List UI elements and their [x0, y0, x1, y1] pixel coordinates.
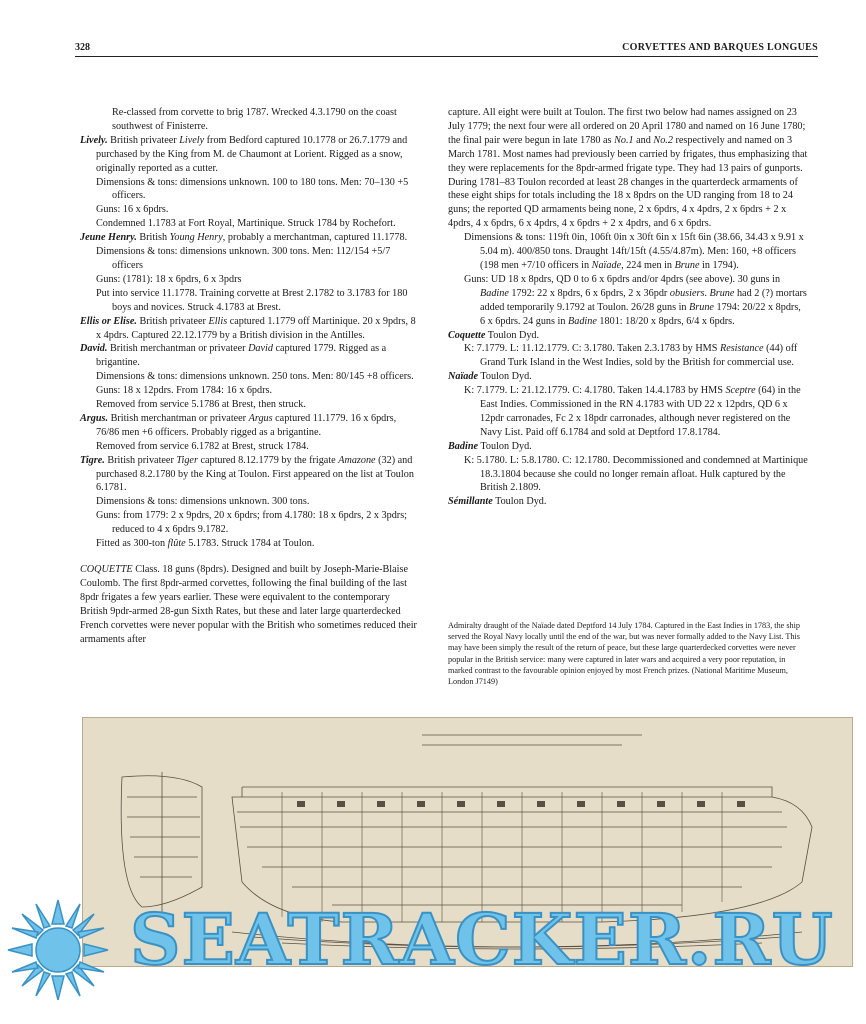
- entry-ellis: Ellis or Elise. British privateer Ellis captured 1.1779 off Martinique. 20 x 9pdrs, 8 x 4pdrs. Captured 22.12.1779 by a British division in the Antilles.: [80, 315, 416, 341]
- entry-detail: K: 7.1779. L: 11.12.1779. C: 3.1780. Taken 2.3.1783 by HMS Resistance (44) off Grand Turk Island in the West Indies, sold by the British for commercial use.: [464, 343, 798, 369]
- entry-detail: Fitted as 300-ton flûte 5.1783. Struck 1784 at Toulon.: [96, 538, 315, 550]
- page-number: 328: [75, 42, 90, 53]
- entry-detail: Removed from service 5.1786 at Brest, then struck.: [96, 399, 306, 411]
- entry-detail: Guns: (1781): 18 x 6pdrs, 6 x 3pdrs: [96, 273, 242, 285]
- entry-detail: Dimensions & tons: dimensions unknown. 250 tons. Men: 80/145 +8 officers.: [96, 371, 414, 383]
- entry-detail: Put into service 11.1778. Training corvette at Brest 2.1782 to 3.1783 for 180 boys and novices. Struck 4.1783 at Brest.: [96, 287, 408, 313]
- entry-detail: Dimensions & tons: 119ft 0in, 106ft 0in x 30ft 6in x 15ft 6in (38.66, 34.43 x 9.91 x 5.04 m). 400/850 tons. Draught 14ft/15ft (4.55/4.87m). Men: 160, +8 officers (198 men +7/10 officers in Naïade, 224 men in Brune in 1794).: [464, 232, 804, 271]
- entry-detail: Removed from service 6.1782 at Brest, struck 1784.: [96, 440, 309, 452]
- entry-detail: Guns: UD 18 x 8pdrs, QD 0 to 6 x 6pdrs and/or 4pdrs (see above). 30 guns in Badine 1792: 22 x 8pdrs, 6 x 6pdrs, 2 x 36pdr obusiers. Brune had 2 (?) mortars added temporarily 9.1792 at Toulon. 26/28 guns in Brune 1794: 20/22 x 8pdrs, 6 x 6pdrs. 24 guns in Badine 1801: 18/20 x 8pdrs, 6/4 x 6pdrs.: [464, 273, 807, 327]
- running-title: CORVETTES AND BARQUES LONGUES: [622, 42, 818, 53]
- entry-naiade: Naïade Toulon Dyd.: [448, 371, 532, 383]
- paragraph: capture. All eight were built at Toulon. The first two below had names assigned on 23 July 1779; the next four were all ordered on 20 April 1780 and named on 16 June 1780; the final pair were begun in late 1780 as No.1 and No.2 respectively and named on 3 March 1781. Most names had previously been carried by frigates, thus emphasizing that they were replacements for the 8pdr-armed frigate type. They had 13 pairs of gunports. During 1781–83 Toulon recorded at least 28 changes in the quarterdeck armaments of these eight ships for totals including the 18 x 8pdrs on the UD ranging from 18 to 24 guns; the reported QD armaments being none, 2 x 6pdrs, 4 x 4pdrs, 2 x 6pdrs + 2 x 4pdrs, 4 x 6pdrs, 6 x 4pdrs, 4 x 6pdrs + 2 x 4pdrs, and 6 x 6pdrs.: [448, 107, 808, 230]
- page-header: [75, 42, 818, 56]
- class-name: COQUETTE: [80, 564, 133, 575]
- figure-caption: Admiralty draught of the Naïade dated Deptford 14 July 1784. Captured in the East Indies in 1783, the ship served the Royal Navy locally until the end of the war, but was never formally added to the Navy List. This may have been simply the result of the return of peace, but these large quarterdecked corvettes were never popular in the British service: many were captured in later wars and acquired a very poor reputation, in marked contrast to the favourable opinion enjoyed by most French prizes. (National Maritime Museum, London J7149): [448, 621, 801, 687]
- entry-detail: Guns: from 1779: 2 x 9pdrs, 20 x 6pdrs; from 4.1780: 18 x 6pdrs, 2 x 3pdrs; reduced to 4 x 6pdrs 9.1782.: [96, 510, 407, 536]
- class-paragraph: COQUETTE Class. 18 guns (8pdrs). Designed and built by Joseph-Marie-Blaise Coulomb. The first 8pdr-armed corvettes, following the final building of the last 8pdr frigates a few years earlier. These were equivalent to the contemporary British 9pdr-armed 28-gun Sixth Rates, but these and later large quarterdecked French corvettes were never popular with the British who sometimes reduced their armaments after: [80, 564, 417, 645]
- entry-detail: Guns: 16 x 6pdrs.: [96, 204, 169, 216]
- header-rule: [75, 56, 818, 57]
- entry-lively: Lively. British privateer Lively from Bedford captured 10.1778 or 26.7.1779 and purchased by the King from M. de Chaumont at Lorient. Rigged as a snow, originally reported as a cutter.: [80, 134, 408, 174]
- entry-detail: K: 5.1780. L: 5.8.1780. C: 12.1780. Decommissioned and condemned at Martinique 18.3.1804 because she could no longer remain afloat. Hulk captured by the British 2.1809.: [464, 454, 808, 494]
- entry-detail: Dimensions & tons: dimensions unknown. 100 to 180 tons. Men: 70–130 +5 officers.: [96, 176, 409, 202]
- entry-argus: Argus. British merchantman or privateer Argus captured 11.1779. 16 x 6pdrs, 76/86 men +6 officers. Probably rigged as a brigantine.: [80, 412, 397, 438]
- entry-badine: Badine Toulon Dyd.: [448, 440, 532, 452]
- entry-jeune-henry: Jeune Henry. British Young Henry, probably a merchantman, captured 11.1778.: [80, 232, 408, 244]
- right-column: [448, 106, 808, 509]
- entry-detail: Condemned 1.1783 at Fort Royal, Martinique. Struck 1784 by Rochefort.: [96, 218, 396, 230]
- entry-coquette: Coquette Toulon Dyd.: [448, 329, 540, 341]
- left-column: [80, 106, 420, 646]
- entry-detail: Dimensions & tons: dimensions unknown. 300 tons.: [96, 496, 310, 508]
- watermark-text: SEATRACKER.RU: [130, 898, 834, 981]
- paragraph: Re-classed from corvette to brig 1787. Wrecked 4.3.1790 on the coast southwest of Finisterre.: [112, 107, 397, 132]
- entry-detail: Guns: 18 x 12pdrs. From 1784: 16 x 6pdrs.: [96, 385, 273, 397]
- entry-semillante: Sémillante Toulon Dyd.: [448, 496, 547, 508]
- entry-detail: K: 7.1779. L: 21.12.1779. C: 4.1780. Taken 14.4.1783 by HMS Sceptre (64) in the East Indies. Commissioned in the RN 4.1783 with UD 22 x 12pdrs, QD 6 x 12pdr carronades, Fc 2 x 18pdr carronades, although never registered on the Navy List. Paid off 6.1784 and sold at Deptford 17.8.1784.: [464, 385, 801, 438]
- entry-detail: Dimensions & tons: dimensions unknown. 300 tons. Men: 112/154 +5/7 officers: [96, 246, 391, 271]
- entry-david: David. British merchantman or privateer David captured 1779. Rigged as a brigantine.: [80, 343, 387, 369]
- entry-tigre: Tigre. British privateer Tiger captured 8.12.1779 by the frigate Amazone (32) and purchased 8.2.1780 by the King at Toulon. First appeared on the list at Toulon 6.1781.: [80, 454, 414, 494]
